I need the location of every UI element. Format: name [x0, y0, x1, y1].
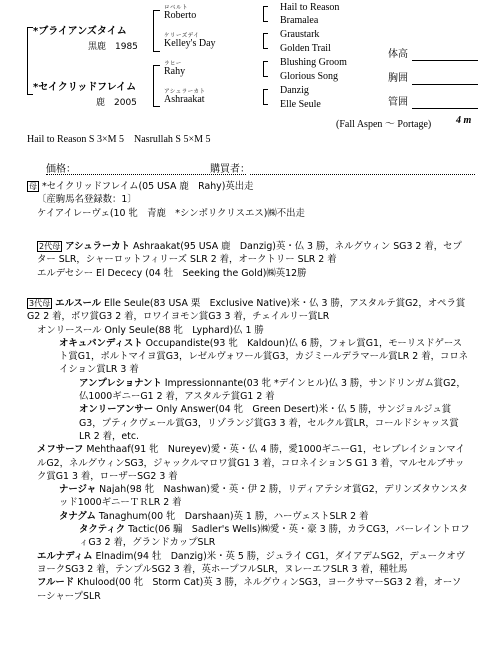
- second-dam-name: アシュラーカト: [65, 241, 130, 252]
- offspring-entry: メフサーフ Mehthaaf(91 牝 Nureyev)愛・英・仏 4 勝，愛1000ギニーG1，セレブレイションマイルG2，ネルグウィンSG3，ジャックルマロワ賞G1 3 着，コロネイションS G1 3 着，マルセルブサック賞G1 3 着，ローザーSG2 3 着: [37, 444, 465, 482]
- girth-underline: [412, 84, 478, 85]
- bracket-line: [263, 48, 268, 49]
- g3-ancestor: Bramalea: [280, 15, 319, 26]
- third-dam-section: [27, 297, 470, 603]
- family-number: 4 m: [456, 115, 472, 126]
- sire-sire-kana: ロベルト: [164, 5, 189, 11]
- g3-ancestor: Graustark: [280, 29, 320, 40]
- sire-dam-kana: ケリーズデイ: [164, 33, 200, 39]
- third-dam-record: Elle Seule(83 USA 栗 Exclusive Native)米・仏 3 勝，アスタルテ賞G2，オペラ賞G2 2 着，ボワ賞G3 2 着，ロワイヨモン賞G3 3 着，チェイルリー賞LR: [27, 298, 466, 323]
- sire-detail: 黒鹿 1985: [88, 42, 138, 52]
- bracket-line: [263, 33, 268, 34]
- offspring-entry: アンプレショナント Impressionnante(03 牝 *デインヒル)仏 3 勝，サンドリンガム賞G2，仏1000ギニーG1 2 着，アスタルテ賞G1 2 着: [79, 377, 466, 403]
- dam-line: *セイクリッドフレイム(05 USA 鹿 Rahy)英出走: [42, 181, 254, 192]
- dam-section: [27, 180, 464, 220]
- buyer-underline: [250, 173, 475, 175]
- g3-ancestor: Blushing Groom: [280, 57, 347, 68]
- dam-registrations: 〔産駒馬名登録数：1〕: [37, 194, 137, 206]
- sire-sire-name: Roberto: [164, 10, 197, 21]
- g3-ancestor: Danzig: [280, 85, 309, 96]
- third-dam-name: エルスール: [55, 298, 102, 309]
- dam-tag: 母: [29, 182, 37, 191]
- dam-dam-name: Ashraakat: [164, 94, 205, 105]
- second-dam-offspring: エルデセシー El Dececy (04 牡 Seeking the Gold)㈱英12勝: [37, 267, 307, 279]
- third-dam-tag: 3代母: [29, 299, 51, 308]
- g3-ancestor: Hail to Reason: [280, 2, 340, 13]
- second-dam-tag: 2代母: [39, 242, 61, 251]
- bracket-line: [263, 6, 264, 21]
- bracket-line: [263, 33, 264, 48]
- second-dam-section: [27, 240, 467, 280]
- bracket-line: [263, 76, 268, 77]
- offspring-entry: オンリースール Only Seule(88 牝 Lyphard)仏 1 勝: [37, 324, 264, 336]
- offspring-entry: タクティク Tactic(06 騸 Sadler's Wells)㈱愛・英・豪 3 勝，カラCG3，バーレイントロフィG3 2 着，グランドカップSLR: [79, 524, 470, 549]
- bracket-line: [27, 27, 28, 95]
- bracket-line: [153, 51, 160, 52]
- dam-detail: 鹿 2005: [96, 98, 137, 108]
- dam-sire-kana: ラヒー: [164, 61, 182, 67]
- cannon-label: 管囲: [388, 97, 408, 108]
- bracket-line: [153, 65, 160, 66]
- sire-dam-name: Kelley's Day: [164, 38, 216, 49]
- dam-sire-name: Rahy: [164, 66, 186, 77]
- family-note: (Fall Aspen ～ Portage): [336, 119, 432, 130]
- price-label: 価格：: [46, 164, 76, 175]
- bracket-line: [153, 106, 160, 107]
- g3-ancestor: Glorious Song: [280, 71, 339, 82]
- offspring-entry: フルード Khulood(00 牝 Storm Cat)英 3 勝，ネルグウィンSG3，ヨークサマーSG3 2 着，オーソーシャープSLR: [37, 577, 462, 602]
- bracket-line: [263, 6, 268, 7]
- girth-label: 胸囲: [388, 73, 408, 84]
- inbreeding-line: Hail to Reason S 3×M 5 Nasrullah S 5×M 5: [27, 134, 211, 145]
- bracket-line: [263, 89, 264, 104]
- bracket-line: [27, 94, 33, 95]
- offspring-entry: ナージャ Najah(98 牝 Nashwan)愛・英・伊 2 勝，リディアテシオ賞G2，デリンズタウンスタッド1000ギニーＴＲLR 2 着: [59, 484, 468, 509]
- sire-name: *ブライアンズタイム: [33, 26, 127, 37]
- g3-ancestor: Golden Trail: [280, 43, 331, 54]
- bracket-line: [263, 21, 268, 22]
- height-underline: [412, 60, 478, 61]
- offspring-entry: タナグム Tanaghum(00 牝 Darshaan)英 1 勝，ハーヴェストSLR 2 着: [59, 510, 369, 522]
- offspring-entry: エルナディム Elnadim(94 牡 Danzig)米・英 5 勝，ジュライ CG1，ダイアデムSG2，デュークオヴヨークSG3 2 着，テンプルSG2 3 着，英ホープフルSLR，ヌレーエフSLR 3 着，種牡馬: [37, 550, 466, 575]
- bracket-line: [263, 61, 268, 62]
- bracket-line: [263, 61, 264, 76]
- second-dam-record: Ashraakat(95 USA 鹿 Danzig)英・仏 3 勝，ネルグウィン SG3 2 着，セプター SLR，シャーロットフィリーズ SLR 2 着，オークトリー SLR 2 着: [37, 241, 462, 266]
- dam-offspring: ケイアイレーヴェ(10 牝 青鹿 *シンボリクリスエス)㈱不出走: [37, 207, 305, 219]
- offspring-entry: オキュパンディスト Occupandiste(93 牝 Kaldoun)仏 6 勝，フォレ賞G1，モーリスドゲースト賞G1，ポルトマイヨ賞G3，レゼルヴォワール賞G3，カジミールデラマール賞LR 2 着，コロネイション賞LR 3 着: [59, 337, 469, 376]
- bracket-line: [263, 89, 268, 90]
- dam-name: *セイクリッドフレイム: [33, 82, 137, 93]
- bracket-line: [153, 65, 154, 107]
- g3-ancestor: Elle Seule: [280, 99, 321, 110]
- height-label: 体高: [388, 49, 408, 60]
- bracket-line: [263, 104, 268, 105]
- dam-dam-kana: アシュラーカト: [164, 89, 206, 95]
- offspring-entry: オンリーアンサー Only Answer(04 牝 Green Desert)米・仏 5 勝，サンジョルジュ賞G3，プティクヴェール賞G3，リゾランジ賞G3 3 着，セルクル賞LR，コールドシャッス賞LR 2 着，etc.: [79, 404, 459, 442]
- bracket-line: [153, 10, 160, 11]
- buyer-label: 購買者：: [210, 164, 250, 175]
- cannon-underline: [412, 108, 478, 109]
- bracket-line: [153, 10, 154, 52]
